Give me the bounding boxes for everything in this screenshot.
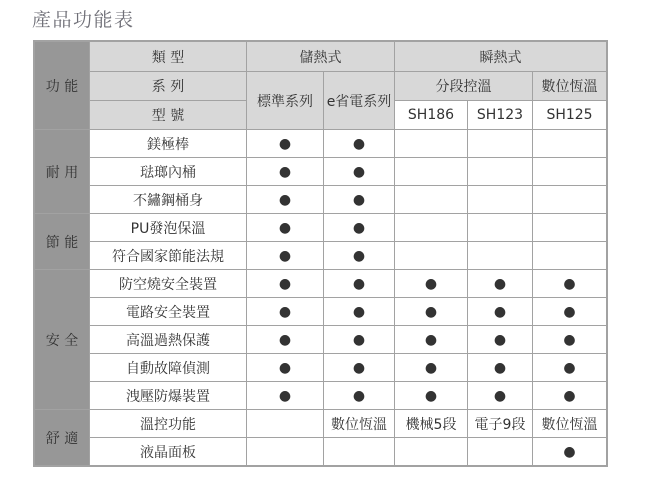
- feature-name: 符合國家節能法規: [90, 242, 247, 270]
- cell-standard: ●: [247, 214, 324, 242]
- cell-sh123: [468, 214, 533, 242]
- header-model-label: 型 號: [90, 101, 247, 130]
- table-row: [35, 326, 607, 354]
- header-series-label: 系 列: [90, 72, 247, 101]
- cell-standard: ●: [247, 382, 324, 410]
- group-label-comfort: 舒 適: [35, 410, 90, 466]
- cell-sh125: ●: [533, 354, 607, 382]
- table-row: [35, 242, 607, 270]
- cell-standard: [247, 438, 324, 466]
- feature-name: 琺瑯內桶: [90, 158, 247, 186]
- cell-standard: ●: [247, 270, 324, 298]
- series-e-saving: e省電系列: [324, 72, 395, 130]
- cell-sh186: [395, 158, 468, 186]
- cell-sh123: ●: [468, 298, 533, 326]
- feature-name: PU發泡保溫: [90, 214, 247, 242]
- product-feature-table: [34, 41, 607, 466]
- cell-standard: ●: [247, 354, 324, 382]
- type-instant-heating: 瞬熱式: [395, 42, 607, 72]
- product-feature-table-wrapper: [33, 40, 608, 467]
- cell-e-saving: ●: [324, 326, 395, 354]
- cell-sh186: [395, 242, 468, 270]
- table-row: [35, 438, 607, 466]
- series-stepped-control: 分段控溫: [395, 72, 533, 101]
- cell-sh125: ●: [533, 438, 607, 466]
- feature-name: 液晶面板: [90, 438, 247, 466]
- cell-standard: ●: [247, 186, 324, 214]
- cell-e-saving: [324, 438, 395, 466]
- table-row: [35, 354, 607, 382]
- cell-sh186: [395, 130, 468, 158]
- cell-sh123: ●: [468, 270, 533, 298]
- type-storage-heating: 儲熱式: [247, 42, 395, 72]
- feature-name: 洩壓防爆裝置: [90, 382, 247, 410]
- cell-standard: ●: [247, 130, 324, 158]
- cell-sh123: [468, 242, 533, 270]
- header-type-label: 類 型: [90, 42, 247, 72]
- cell-e-saving: ●: [324, 186, 395, 214]
- cell-standard: ●: [247, 158, 324, 186]
- header-row-series: [35, 72, 607, 101]
- cell-sh123: ●: [468, 382, 533, 410]
- feature-name: 鎂極棒: [90, 130, 247, 158]
- table-row: [35, 214, 607, 242]
- table-row: [35, 186, 607, 214]
- cell-sh123: ●: [468, 354, 533, 382]
- cell-sh125: ●: [533, 382, 607, 410]
- cell-e-saving: ●: [324, 214, 395, 242]
- group-label-durability: 耐 用: [35, 130, 90, 214]
- header-row-type: [35, 42, 607, 72]
- feature-name: 高溫過熱保護: [90, 326, 247, 354]
- cell-sh125: ●: [533, 270, 607, 298]
- cell-sh123: [468, 438, 533, 466]
- cell-e-saving: ●: [324, 354, 395, 382]
- cell-standard: ●: [247, 298, 324, 326]
- cell-sh125: 數位恆溫: [533, 410, 607, 438]
- series-standard: 標準系列: [247, 72, 324, 130]
- table-row: [35, 410, 607, 438]
- cell-sh123: [468, 186, 533, 214]
- group-label-safety: 安 全: [35, 270, 90, 410]
- cell-sh186: [395, 438, 468, 466]
- cell-sh125: [533, 214, 607, 242]
- cell-sh125: [533, 158, 607, 186]
- cell-sh123: [468, 158, 533, 186]
- cell-sh125: ●: [533, 326, 607, 354]
- cell-standard: [247, 410, 324, 438]
- cell-sh186: [395, 186, 468, 214]
- corner-function-label: 功 能: [35, 42, 90, 130]
- table-row: [35, 130, 607, 158]
- page-title: 產品功能表: [32, 9, 135, 31]
- cell-sh125: [533, 186, 607, 214]
- model-sh186: SH186: [395, 101, 468, 130]
- cell-sh125: ●: [533, 298, 607, 326]
- group-label-energy-saving: 節 能: [35, 214, 90, 270]
- feature-name: 不鏽鋼桶身: [90, 186, 247, 214]
- cell-sh125: [533, 130, 607, 158]
- cell-sh125: [533, 242, 607, 270]
- cell-sh186: ●: [395, 326, 468, 354]
- cell-standard: ●: [247, 326, 324, 354]
- feature-name: 溫控功能: [90, 410, 247, 438]
- cell-e-saving: ●: [324, 382, 395, 410]
- series-digital-constant: 數位恆溫: [533, 72, 607, 101]
- table-row: [35, 270, 607, 298]
- cell-e-saving: ●: [324, 270, 395, 298]
- cell-e-saving: 數位恆溫: [324, 410, 395, 438]
- feature-name: 防空燒安全裝置: [90, 270, 247, 298]
- cell-sh186: ●: [395, 298, 468, 326]
- table-row: [35, 158, 607, 186]
- cell-sh186: ●: [395, 354, 468, 382]
- model-sh125: SH125: [533, 101, 607, 130]
- cell-sh123: [468, 130, 533, 158]
- cell-e-saving: ●: [324, 158, 395, 186]
- feature-name: 自動故障偵測: [90, 354, 247, 382]
- cell-e-saving: ●: [324, 242, 395, 270]
- cell-sh186: ●: [395, 382, 468, 410]
- cell-sh186: [395, 214, 468, 242]
- cell-standard: ●: [247, 242, 324, 270]
- cell-sh123: 電子9段: [468, 410, 533, 438]
- cell-sh186: ●: [395, 270, 468, 298]
- cell-sh123: ●: [468, 326, 533, 354]
- cell-sh186: 機械5段: [395, 410, 468, 438]
- feature-name: 電路安全裝置: [90, 298, 247, 326]
- table-row: [35, 298, 607, 326]
- cell-e-saving: ●: [324, 130, 395, 158]
- table-row: [35, 382, 607, 410]
- model-sh123: SH123: [468, 101, 533, 130]
- cell-e-saving: ●: [324, 298, 395, 326]
